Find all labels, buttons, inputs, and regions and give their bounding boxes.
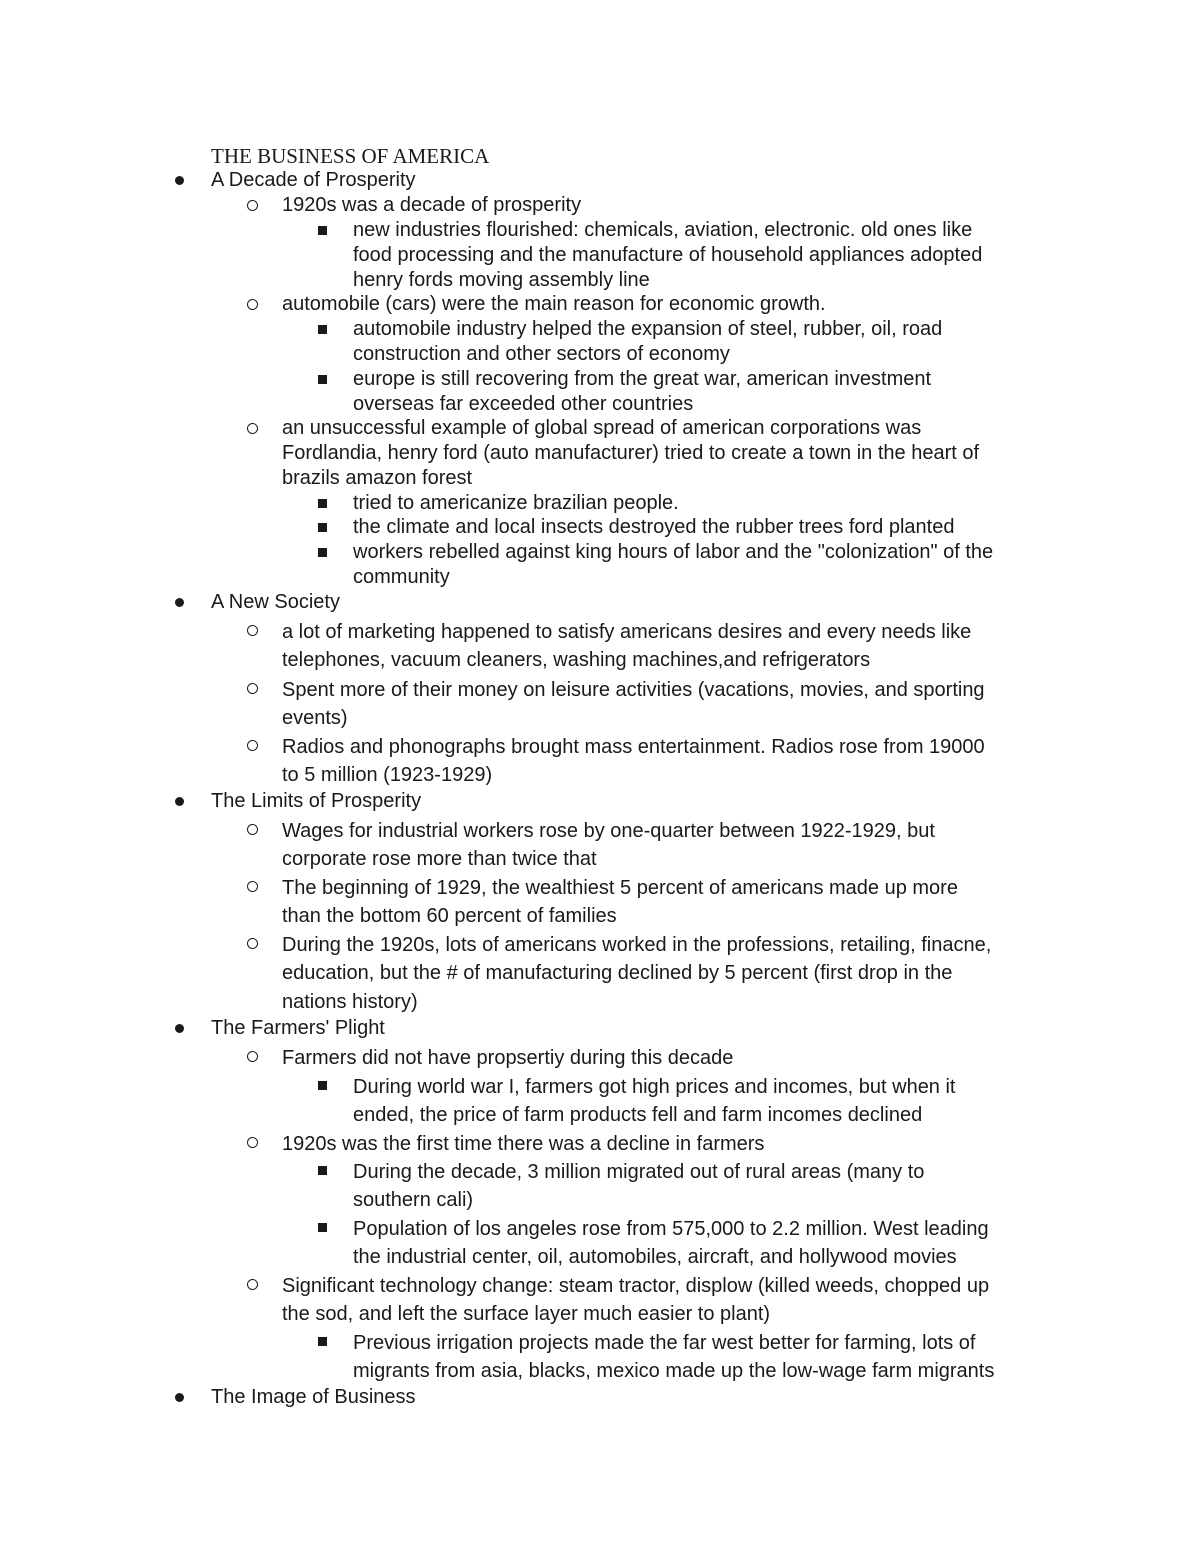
outline-item-text-line: During world war I, farmers got high prices and incomes, but when it	[353, 1076, 956, 1098]
outline-item-level-2	[282, 1272, 989, 1329]
hollow-circle-bullet-icon	[247, 1137, 258, 1148]
outline-item-text-line: Radios and phonographs brought mass entertainment. Radios rose from 19000	[282, 736, 985, 758]
outline-item-text-line: During the decade, 3 million migrated out of rural areas (many to	[353, 1161, 925, 1183]
outline-item-text-line: Spent more of their money on leisure activities (vacations, movies, and sporting	[282, 679, 985, 701]
square-bullet-icon	[318, 1337, 327, 1346]
outline-item-level-1	[211, 1385, 416, 1410]
outline-item-text-line: the climate and local insects destroyed the rubber trees ford planted	[353, 516, 955, 538]
filled-circle-bullet-icon	[175, 1393, 184, 1402]
hollow-circle-bullet-icon	[247, 881, 258, 892]
outline-item-text-line: telephones, vacuum cleaners, washing machines,and refrigerators	[282, 649, 871, 672]
square-bullet-icon	[318, 1166, 327, 1175]
outline-item-level-3	[353, 218, 982, 293]
hollow-circle-bullet-icon	[247, 683, 258, 694]
outline-item-text-line: the industrial center, oil, automobiles, aircraft, and hollywood movies	[353, 1246, 957, 1269]
filled-circle-bullet-icon	[175, 1024, 184, 1033]
outline-item-level-1	[211, 1016, 385, 1041]
outline-item-text-line: Previous irrigation projects made the far west better for farming, lots of	[353, 1332, 976, 1354]
outline-item-text-line: construction and other sectors of economy	[353, 343, 730, 365]
hollow-circle-bullet-icon	[247, 299, 258, 310]
outline-item-text-line: workers rebelled against king hours of labor and the "colonization" of the	[353, 541, 994, 563]
outline-item-level-3	[353, 515, 954, 540]
hollow-circle-bullet-icon	[247, 938, 258, 949]
square-bullet-icon	[318, 523, 327, 532]
outline-item-level-2	[282, 193, 581, 218]
outline-item-level-1	[211, 789, 421, 814]
outline-item-level-3	[353, 1158, 924, 1215]
outline-item-text-line: The Farmers' Plight	[211, 1017, 385, 1039]
hollow-circle-bullet-icon	[247, 824, 258, 835]
filled-circle-bullet-icon	[175, 176, 184, 185]
outline-item-text-line: brazils amazon forest	[282, 467, 473, 489]
outline-item-text-line: Population of los angeles rose from 575,000 to 2.2 million. West leading	[353, 1218, 989, 1240]
outline-item-text-line: The Limits of Prosperity	[211, 790, 422, 812]
filled-circle-bullet-icon	[175, 598, 184, 607]
outline-item-level-2	[282, 817, 935, 874]
outline-item-text-line: Fordlandia, henry ford (auto manufacturer) tried to create a town in the heart of	[282, 442, 980, 464]
outline-item-level-3	[353, 1329, 994, 1386]
filled-circle-bullet-icon	[175, 797, 184, 806]
hollow-circle-bullet-icon	[247, 625, 258, 636]
outline-item-text-line: Wages for industrial workers rose by one-quarter between 1922-1929, but	[282, 820, 935, 842]
outline-item-text-line: southern cali)	[353, 1189, 474, 1212]
hollow-circle-bullet-icon	[247, 423, 258, 434]
outline-item-level-2	[282, 1044, 733, 1072]
outline-item-text-line: 1920s was a decade of prosperity	[282, 194, 582, 216]
outline-item-text-line: The Image of Business	[211, 1386, 416, 1408]
outline-item-text-line: than the bottom 60 percent of families	[282, 905, 617, 928]
outline-item-text-line: tried to americanize brazilian people.	[353, 492, 679, 514]
square-bullet-icon	[318, 375, 327, 384]
outline-item-text-line: to 5 million (1923-1929)	[282, 764, 493, 787]
outline-item-text-line: migrants from asia, blacks, mexico made up the low-wage farm migrants	[353, 1360, 995, 1383]
square-bullet-icon	[318, 1081, 327, 1090]
outline-item-level-3	[353, 317, 942, 367]
hollow-circle-bullet-icon	[247, 1279, 258, 1290]
outline-item-level-2	[282, 874, 958, 931]
outline-item-text-line: During the 1920s, lots of americans worked in the professions, retailing, finacne,	[282, 934, 992, 956]
square-bullet-icon	[318, 499, 327, 508]
square-bullet-icon	[318, 548, 327, 557]
outline-item-text-line: the sod, and left the surface layer much easier to plant)	[282, 1303, 771, 1326]
outline-item-level-2	[282, 292, 826, 317]
outline-item-level-2	[282, 676, 985, 733]
outline-item-text-line: europe is still recovering from the great war, american investment	[353, 368, 932, 390]
outline-item-text-line: overseas far exceeded other countries	[353, 393, 694, 415]
outline-item-level-3	[353, 1073, 956, 1130]
outline-item-text-line: events)	[282, 707, 348, 730]
outline-item-level-2	[282, 1130, 764, 1158]
outline-item-text-line: ended, the price of farm products fell and farm incomes declined	[353, 1104, 923, 1127]
document-title: THE BUSINESS OF AMERICA	[211, 144, 490, 168]
outline-item-text-line: education, but the # of manufacturing declined by 5 percent (first drop in the	[282, 962, 953, 985]
outline-item-text-line: henry fords moving assembly line	[353, 269, 650, 291]
outline-item-text-line: Farmers did not have propsertiy during this decade	[282, 1047, 734, 1069]
outline-item-level-2	[282, 733, 985, 790]
outline-item-text-line: automobile (cars) were the main reason for economic growth.	[282, 293, 826, 315]
outline-item-level-3	[353, 491, 679, 516]
hollow-circle-bullet-icon	[247, 1051, 258, 1062]
outline-item-level-2	[282, 618, 971, 675]
outline-item-text-line: community	[353, 566, 450, 588]
outline-item-level-3	[353, 540, 993, 590]
outline-item-text-line: an unsuccessful example of global spread of american corporations was	[282, 417, 922, 439]
hollow-circle-bullet-icon	[247, 740, 258, 751]
hollow-circle-bullet-icon	[247, 200, 258, 211]
outline-item-text-line: new industries flourished: chemicals, aviation, electronic. old ones like	[353, 219, 973, 241]
outline-item-text-line: Significant technology change: steam tractor, displow (killed weeds, chopped up	[282, 1275, 990, 1297]
outline-item-text-line: The beginning of 1929, the wealthiest 5 percent of americans made up more	[282, 877, 958, 899]
square-bullet-icon	[318, 1223, 327, 1232]
outline-item-text-line: corporate rose more than twice that	[282, 848, 597, 871]
outline-item-level-2	[282, 416, 979, 491]
outline-item-text-line: A Decade of Prosperity	[211, 169, 416, 191]
outline-item-level-1	[211, 168, 416, 193]
square-bullet-icon	[318, 325, 327, 334]
outline-item-level-3	[353, 367, 931, 417]
outline-item-level-3	[353, 1215, 989, 1272]
square-bullet-icon	[318, 226, 327, 235]
outline-item-text-line: food processing and the manufacture of household appliances adopted	[353, 244, 983, 266]
outline-item-text-line: 1920s was the first time there was a decline in farmers	[282, 1133, 765, 1155]
outline-item-text-line: nations history)	[282, 990, 418, 1013]
outline-item-level-1	[211, 590, 340, 615]
outline-item-text-line: automobile industry helped the expansion of steel, rubber, oil, road	[353, 318, 943, 340]
outline-item-text-line: a lot of marketing happened to satisfy americans desires and every needs like	[282, 621, 972, 643]
outline-item-level-2	[282, 931, 991, 1016]
outline-item-text-line: A New Society	[211, 591, 340, 613]
